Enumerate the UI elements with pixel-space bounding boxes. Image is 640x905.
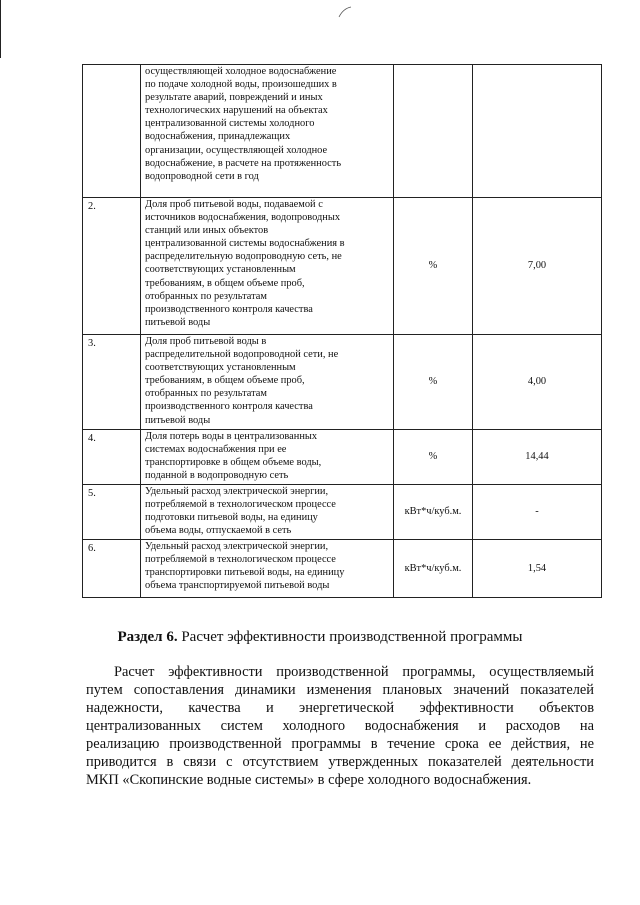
table-row [83, 430, 602, 485]
table-row [83, 198, 602, 335]
indicator-name-line: Доля потерь воды в централизованных [145, 431, 318, 442]
indicator-name-line: требованиям, в общем объеме проб, [145, 375, 305, 387]
unit-cell: % [394, 430, 473, 485]
value-cell: - [473, 485, 602, 540]
indicator-name-line: распределительную водопроводную сеть, не [145, 251, 342, 263]
indicator-name-line: по подаче холодной воды, произошедших в [145, 79, 337, 91]
unit-cell: % [394, 335, 473, 430]
table-row [83, 65, 602, 198]
unit-cell: кВт*ч/куб.м. [394, 540, 473, 598]
indicator-name-line: потребляемой в технологическом процессе [145, 499, 336, 511]
value-cell: 4,00 [473, 335, 602, 430]
indicators-table [82, 64, 602, 598]
row-number: 6. [83, 540, 141, 598]
indicator-name-line: станций или иных объектов [145, 225, 269, 237]
value-cell: 1,54 [473, 540, 602, 598]
indicator-name-line: подготовки питьевой воды, на единицу [145, 512, 318, 524]
indicator-name-line: транспортировки питьевой воды, на единицу [145, 567, 345, 579]
indicator-name-line: транспортировке в общем объеме воды, [145, 457, 322, 469]
section-number: Раздел 6. [117, 629, 178, 645]
indicator-name-line: водоснабжение, в расчете на протяженность [145, 157, 342, 169]
indicator-name [141, 430, 394, 485]
indicator-name-line: водопроводной сети в год [145, 170, 259, 182]
indicator-name [141, 485, 394, 540]
indicator-name-line: отобранных по результатам [145, 388, 267, 400]
indicator-name-line: питьевой воды [145, 414, 211, 426]
indicator-name-line: соответствующих установленным [145, 362, 296, 374]
indicator-name [141, 540, 394, 598]
indicator-name-line: организации, осуществляющей холодное [145, 144, 328, 156]
row-number: 2. [83, 198, 141, 335]
row-number: 4. [83, 430, 141, 485]
paragraph-line: реализацию производственной программы в течение срока ее действия, не [86, 736, 594, 752]
row-number: 3. [83, 335, 141, 430]
paragraph-line: МКП «Скопинские водные системы» в сфере холодного водоснабжения. [86, 772, 532, 788]
indicator-name-line: Доля проб питьевой воды, подаваемой с [145, 199, 323, 210]
table-row [83, 485, 602, 540]
indicator-name-line: источников водоснабжения, водопроводных [145, 212, 341, 224]
indicator-name-line: централизованной системы холодного [145, 118, 315, 130]
indicator-name-line: осуществляющей холодное водоснабжение [145, 66, 337, 77]
indicator-name-line: объема воды, отпускаемой в сеть [145, 525, 292, 537]
indicators-table-body [83, 65, 602, 598]
indicator-name [141, 65, 394, 198]
efficiency-paragraph [86, 663, 594, 789]
unit-cell: кВт*ч/куб.м. [394, 485, 473, 540]
indicator-name-line: системах водоснабжения при ее [145, 444, 287, 456]
unit-cell: % [394, 198, 473, 335]
indicator-name-line: централизованной системы водоснабжения в [145, 238, 345, 250]
section-heading [0, 628, 640, 646]
indicator-name-line: Удельный расход электрической энергии, [145, 541, 329, 552]
indicator-name-line: потребляемой в технологическом процессе [145, 554, 336, 566]
value-cell: 14,44 [473, 430, 602, 485]
value-cell: 7,00 [473, 198, 602, 335]
table-row [83, 540, 602, 598]
paragraph-line: Расчет эффективности производственной программы, осуществляемый [114, 664, 594, 680]
paragraph-line: централизованных систем холодного водоснабжения и расходов на [86, 718, 594, 734]
indicator-name-line: водоснабжения, принадлежащих [145, 131, 291, 143]
indicator-name [141, 335, 394, 430]
indicator-name-line: Удельный расход электрической энергии, [145, 486, 329, 497]
row-number [83, 65, 141, 198]
paragraph-line: надежности, качества и энергетической эффективности объектов [86, 700, 594, 716]
value-cell [473, 65, 602, 198]
row-number: 5. [83, 485, 141, 540]
pen-mark [338, 6, 352, 18]
indicator-name-line: соответствующих установленным [145, 264, 296, 276]
indicator-name-line: распределительной водопроводной сети, не [145, 349, 339, 361]
indicator-name-line: требованиям, в общем объеме проб, [145, 277, 305, 289]
indicator-name-line: отобранных по результатам [145, 290, 267, 302]
indicator-name-line: поданной в водопроводную сеть [145, 470, 289, 482]
table-row [83, 335, 602, 430]
indicator-name-line: Доля проб питьевой воды в [145, 336, 267, 347]
unit-cell [394, 65, 473, 198]
paragraph-line: приводится в связи с отсутствием утвержденных показателей деятельности [86, 754, 594, 770]
indicator-name-line: результате аварий, повреждений и иных [145, 92, 323, 104]
left-margin-rule [0, 0, 1, 58]
indicator-name-line: питьевой воды [145, 316, 211, 328]
paragraph-line: путем сопоставления динамики изменения плановых значений показателей [86, 682, 594, 698]
section-title: Расчет эффективности производственной программы [181, 629, 523, 645]
indicator-name [141, 198, 394, 335]
indicator-name-line: производственного контроля качества [145, 303, 313, 315]
indicator-name-line: объема транспортируемой питьевой воды [145, 580, 330, 592]
indicator-name-line: производственного контроля качества [145, 401, 313, 413]
indicator-name-line: технологических нарушений на объектах [145, 105, 328, 117]
